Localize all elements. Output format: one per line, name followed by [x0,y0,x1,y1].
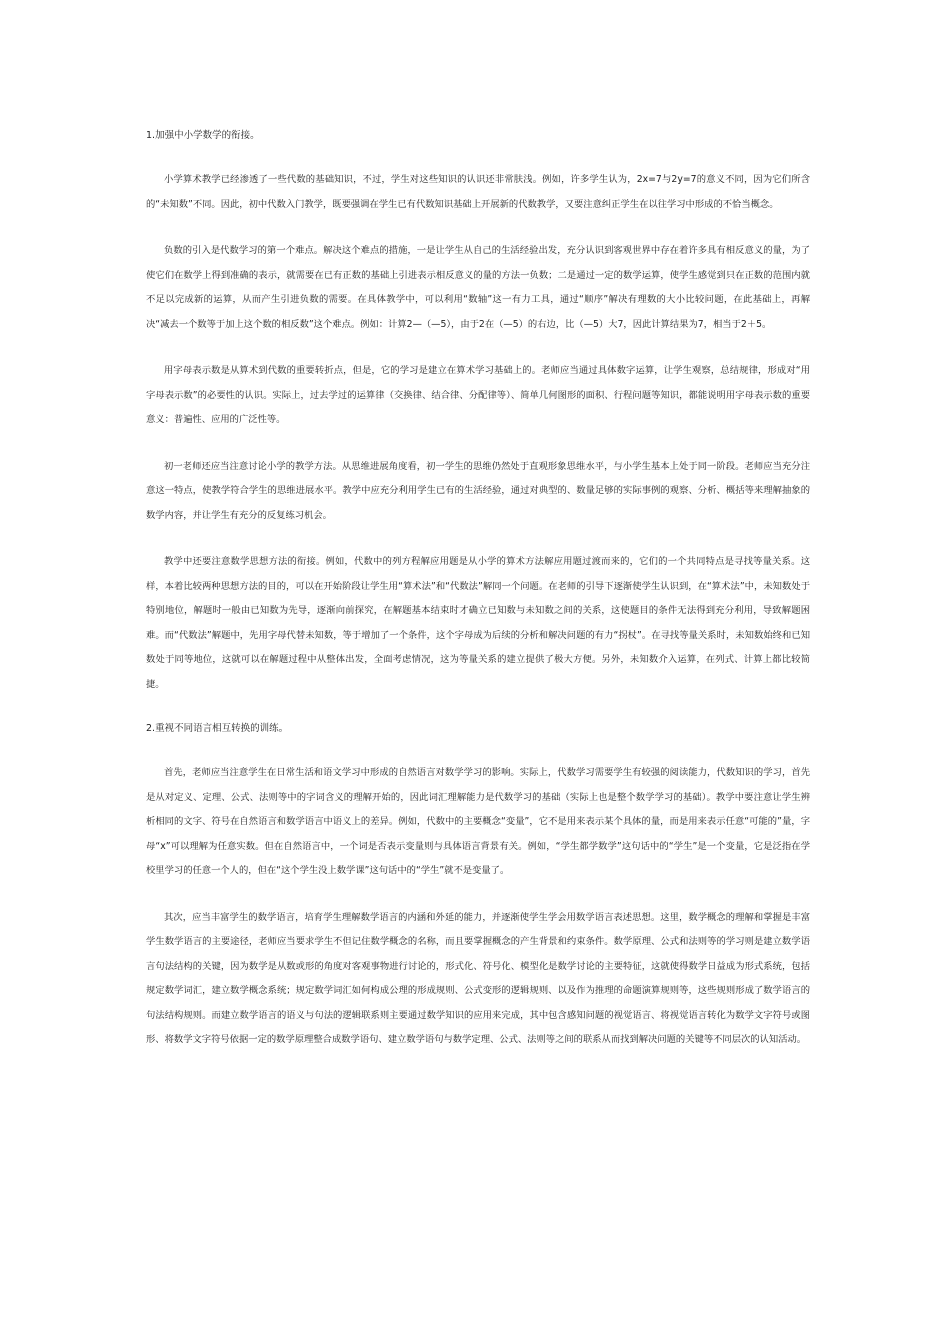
document-page [146,124,810,1053]
spacer [146,741,810,761]
spacer [146,697,810,717]
section-1-paragraph-3: 用字母表示数是从算术到代数的重要转折点，但是，它的学习是建立在算术学习基础上的。老师应当通过具体数字运算，让学生观察，总结规律，形成对“用字母表示数”的必要性的认识。实际上，过去学过的运算律（交换律、结合律、分配律等）、简单几何图形的面积、行程问题等知识，都能说明用字母表示数的重要意义：普遍性、应用的广泛性等。 [146,365,810,425]
section-1-paragraph-1: 小学算术教学已经渗透了一些代数的基础知识，不过，学生对这些知识的认识还非常肤浅。例如，许多学生认为，2x=7与2y=7的意义不同，因为它们所含的“未知数”不同。因此，初中代数入门教学，既要强调在学生已有代数知识基础上开展新的代数教学，又要注意纠正学生在以往学习中形成的不恰当概念。 [146,174,810,210]
section-1-paragraph-4: 初一老师还应当注意讨论小学的教学方法。从思维进展角度看，初一学生的思维仍然处于直观形象思维水平，与小学生基本上处于同一阶段。老师应当充分注意这一特点，使教学符合学生的思维进展水平。教学中应充分利用学生已有的生活经验，通过对典型的、数量足够的实际事例的观察、分析、概括等来理解抽象的数学内容，并让学生有充分的反复练习机会。 [146,460,810,521]
spacer [146,148,810,168]
section-2-paragraph-1: 首先，老师应当注意学生在日常生活和语文学习中形成的自然语言对数学学习的影响。实际上，代数学习需要学生有较强的阅读能力，代数知识的学习，首先是从对定义、定理、公式、法则等中的字词含义的理解开始的，因此词汇理解能力是代数学习的基础（实际上也是整个数学学习的基础）。教学中要注意让学生辨析相同的文字、符号在自然语言和数学语言中语义上的差异。例如，代数中的主要概念“变量”，它不是用来表示某个具体的量，而是用来表示任意“可能的”量，字母“x”可以理解为任意实数。但在自然语言中，一个词是否表示变量则与具体语言背景有关。例如，“学生都学数学”这句话中的“学生”是一个变量，它是泛指在学校里学习的任意一个人的，但在“这个学生没上数学课”这句话中的“学生”就不是变量了。 [146,767,810,876]
spacer [146,337,810,359]
section-1-paragraph-5: 教学中还要注意数学思想方法的衔接。例如，代数中的列方程解应用题是从小学的算术方法解应用题过渡而来的，它们的一个共同特点是寻找等量关系。这样，本着比较两种思想方法的目的，可以在开始阶段让学生用“算术法”和“代数法”解同一个问题。在老师的引导下逐渐使学生认识到，在“算术法”中，未知数处于特别地位，解题时一般由已知数为先导，逐渐向前探究，在解题基本结束时才确立已知数与未知数之间的关系，这使题目的条件无法得到充分利用，导致解题困难。而“代数法”解题中，先用字母代替未知数，等于增加了一个条件，这个字母成为后续的分析和解决问题的有力“拐杖”。在寻找等量关系时，未知数始终和已知数处于同等地位，这就可以在解题过程中从整体出发，全面考虑情况，这为等量关系的建立提供了极大方便。另外，未知数介入运算，在列式、计算上都比较简捷。 [146,556,810,690]
spacer [146,433,810,455]
section-2-paragraph-2: 其次，应当丰富学生的数学语言，培育学生理解数学语言的内涵和外延的能力，并逐渐使学生学会用数学语言表述思想。这里，数学概念的理解和掌握是丰富学生数学语言的主要途径，老师应当要求学生不但记住数学概念的名称，而且要掌握概念的产生背景和约束条件。数学原理、公式和法则等的学习则是建立数学语言句法结构的关键，因为数学是从数或形的角度对客观事物进行讨论的，形式化、符号化、模型化是数学讨论的主要特征，这就使得数学日益成为形式系统，包括规定数学词汇，建立数学概念系统；规定数学词汇如何构成公理的形成规则、公式变形的逻辑规则、以及作为推理的命题演算规则等，这些规则形成了数学语言的句法结构规则。而建立数学语言的语义与句法的逻辑联系则主要通过数学知识的应用来完成，其中包含感知问题的视觉语言、将视觉语言转化为数学文字符号或图形、将数学文字符号依据一定的数学原理整合成数学语句、建立数学语句与数学定理、公式、法则等之间的联系从而找到解决问题的关键等不同层次的认知活动。 [146,911,810,1045]
spacer [146,884,810,906]
spacer [146,217,810,239]
section-2-heading: 2.重视不同语言相互转换的训练。 [146,723,289,734]
section-1-paragraph-2: 负数的引入是代数学习的第一个难点。解决这个难点的措施，一是让学生从自己的生活经验出发，充分认识到客观世界中存在着许多具有相反意义的量，为了使它们在数学上得到准确的表示，就需要在已有正数的基础上引进表示相反意义的量的方法一负数；二是通过一定的数学运算，使学生感觉到只在正数的范围内就不足以完成新的运算，从而产生引进负数的需要。在具体教学中，可以利用“数轴”这一有力工具，通过“顺序”解决有理数的大小比较问题，在此基础上，再解决“减去一个数等于加上这个数的相反数”这个难点。例如：计算2—（—5），由于2在（—5）的右边，比（—5）大7，因此计算结果为7，相当于2＋5。 [146,245,810,330]
section-1-heading: 1.加强中小学数学的衔接。 [146,130,260,141]
spacer [146,528,810,550]
